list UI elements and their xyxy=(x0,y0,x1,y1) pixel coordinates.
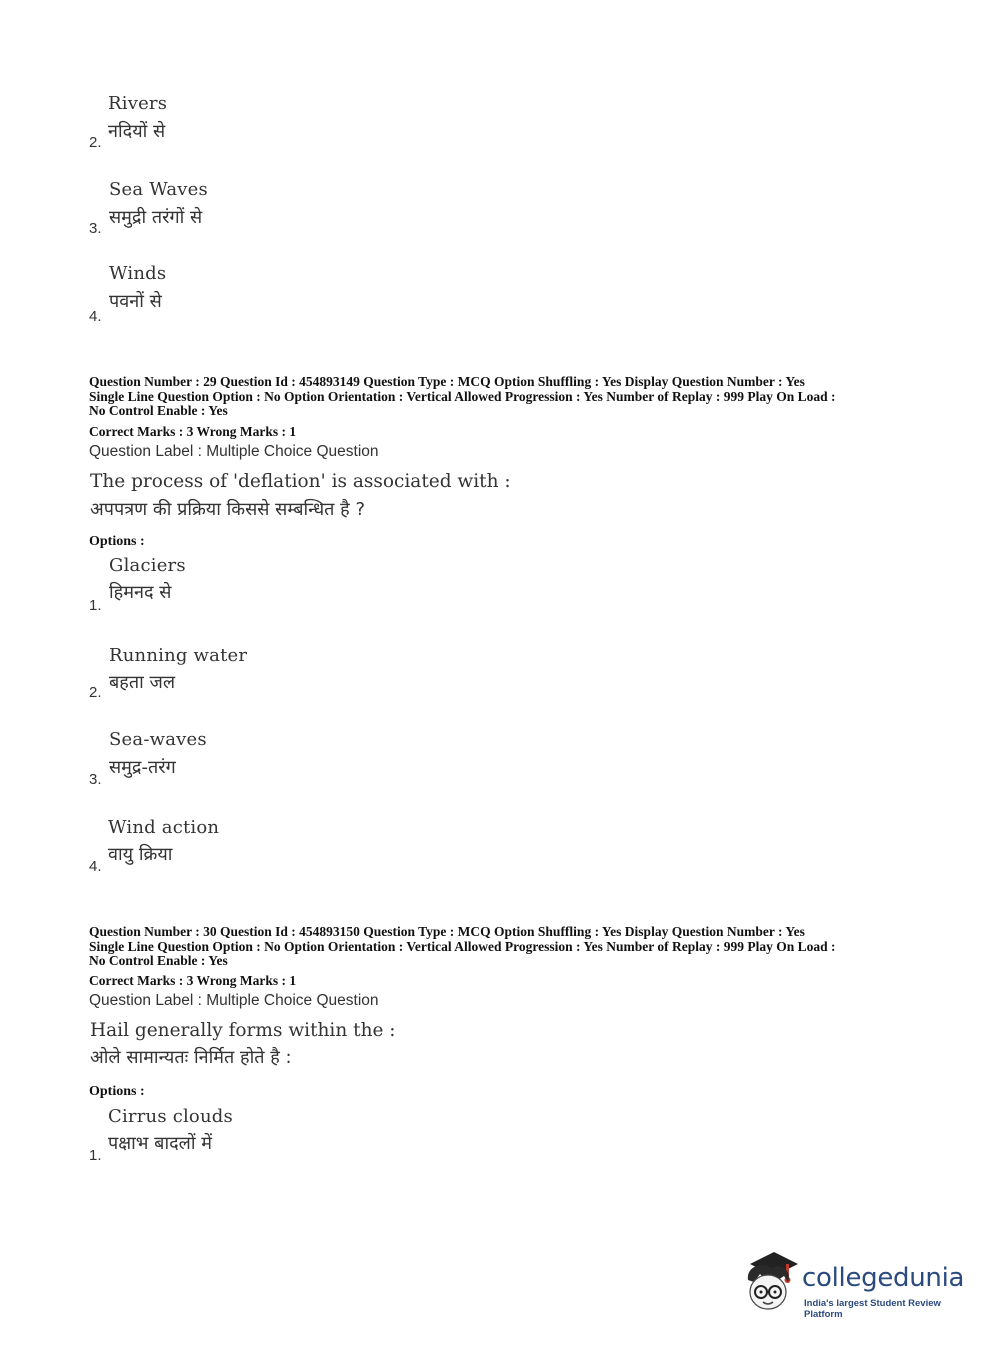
option-text-hi: बहता जल xyxy=(109,672,176,693)
option-number: 1. xyxy=(89,597,102,614)
options-label: Options : xyxy=(89,534,145,549)
option-text-en: Winds xyxy=(109,263,167,284)
student-mascot-icon xyxy=(742,1250,802,1312)
option-number: 4. xyxy=(89,858,102,875)
question-marks: Correct Marks : 3 Wrong Marks : 1 xyxy=(89,424,297,439)
option-text-en: Rivers xyxy=(108,93,168,114)
option-text-en: Wind action xyxy=(108,817,220,838)
option-text-hi: पवनों से xyxy=(109,291,162,312)
question-meta-line: Single Line Question Option : No Option Orientation : Vertical Allowed Progression : Yes Number of Replay : 999 Play On Load : xyxy=(89,938,836,954)
option-text-en: Cirrus clouds xyxy=(108,1106,233,1127)
option-text-hi: समुद्री तरंगों से xyxy=(109,207,203,228)
option-text-en: Running water xyxy=(109,645,248,666)
question-text-en: The process of 'deflation' is associated with : xyxy=(90,471,511,492)
option-text-en: Sea-waves xyxy=(109,729,207,750)
option-number: 2. xyxy=(89,684,102,701)
question-text-en: Hail generally forms within the : xyxy=(90,1020,396,1041)
option-text-en: Glaciers xyxy=(109,555,186,576)
option-text-hi: पक्षाभ बादलों में xyxy=(108,1133,213,1154)
option-number: 2. xyxy=(89,134,102,151)
option-text-hi: वायु क्रिया xyxy=(108,844,173,865)
collegedunia-logo xyxy=(742,1250,972,1320)
question-meta-line: Single Line Question Option : No Option Orientation : Vertical Allowed Progression : Yes Number of Replay : 999 Play On Load : xyxy=(89,388,836,404)
question-text-hi: ओले सामान्यतः निर्मित होते है : xyxy=(90,1047,292,1068)
question-marks: Correct Marks : 3 Wrong Marks : 1 xyxy=(89,973,297,988)
brand-tagline: India's largest Student Review Platform xyxy=(804,1298,941,1320)
option-text-hi: समुद्र-तरंग xyxy=(109,757,176,778)
option-text-hi: नदियों से xyxy=(108,121,166,142)
question-text-hi: अपपत्रण की प्रक्रिया किससे सम्बन्धित है ? xyxy=(90,499,366,520)
question-meta-line: Question Number : 29 Question Id : 454893149 Question Type : MCQ Option Shuffling : Yes Display Question Number : Yes xyxy=(89,374,805,389)
option-number: 3. xyxy=(89,220,102,237)
options-label: Options : xyxy=(89,1084,145,1099)
question-meta-line: No Control Enable : Yes xyxy=(89,403,228,418)
option-text-en: Sea Waves xyxy=(109,179,208,200)
question-meta-line: No Control Enable : Yes xyxy=(89,953,228,968)
question-meta xyxy=(89,375,919,419)
brand-name: collegedunia xyxy=(802,1263,965,1293)
option-number: 1. xyxy=(89,1147,102,1164)
question-label: Question Label : Multiple Choice Question xyxy=(89,992,379,1009)
question-meta-line: Question Number : 30 Question Id : 454893150 Question Type : MCQ Option Shuffling : Yes Display Question Number : Yes xyxy=(89,924,805,939)
option-number: 4. xyxy=(89,308,102,325)
option-number: 3. xyxy=(89,771,102,788)
option-text-hi: हिमनद से xyxy=(109,582,172,603)
question-label: Question Label : Multiple Choice Question xyxy=(89,443,379,460)
question-meta xyxy=(89,925,919,969)
